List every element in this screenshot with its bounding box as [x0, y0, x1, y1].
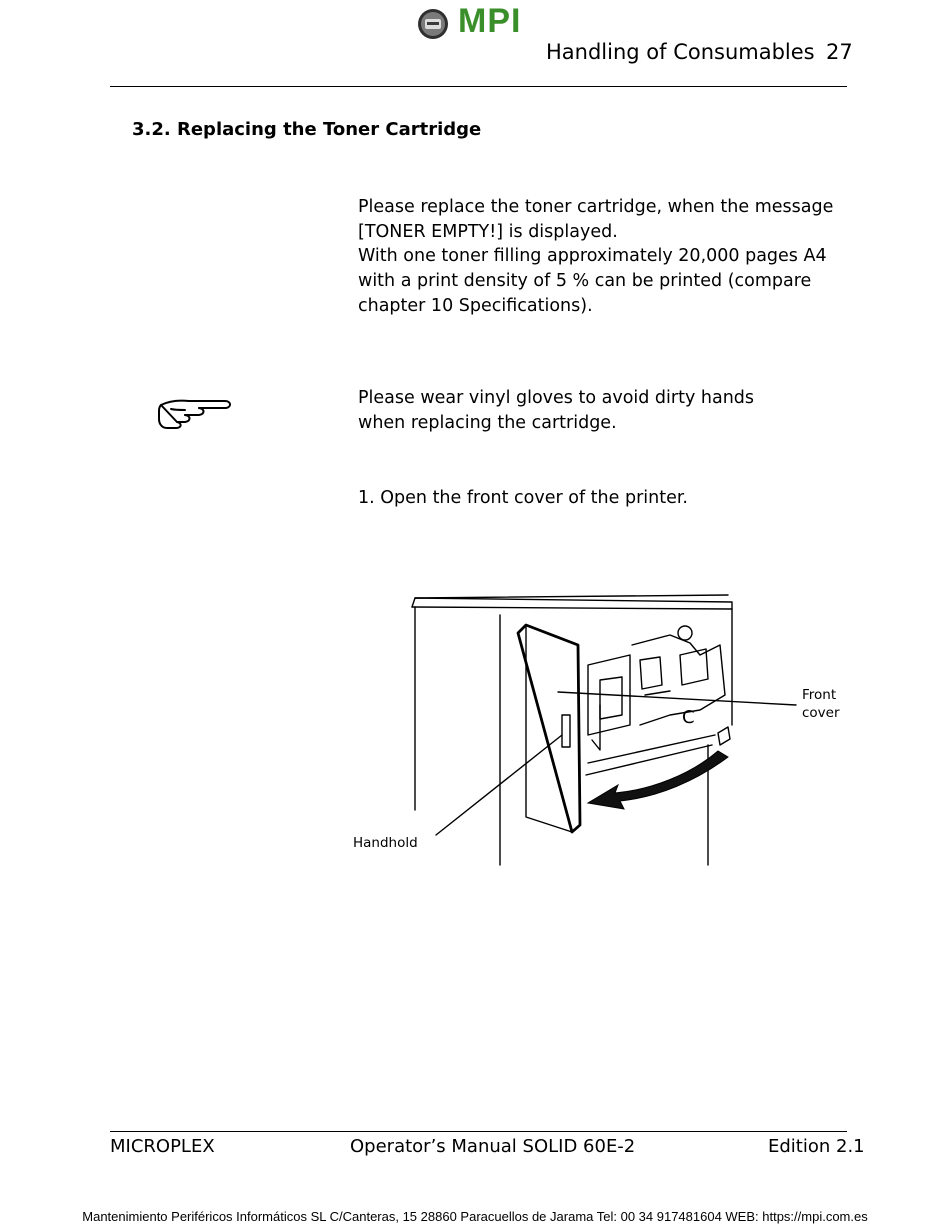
footer-rule: [110, 1131, 847, 1132]
pointing-hand-icon: [155, 395, 233, 431]
footer-edition: Edition 2.1: [768, 1136, 865, 1157]
footer-company: MICROPLEX: [110, 1136, 215, 1157]
header-title: Handling of Consumables: [546, 40, 815, 64]
paragraph-toner-message: Please replace the toner cartridge, when the message [TONER EMPTY!] is displayed.: [358, 197, 834, 242]
label-handhold: Handhold: [353, 835, 418, 851]
cover-letter: C: [682, 707, 695, 728]
footer-contact-note: Mantenimiento Periféricos Informáticos SL C/Canteras, 15 28860 Paracuellos de Jarama Tel: 00 34 917481604 WEB: https://mpi.com.es: [82, 1209, 868, 1224]
page-number: 27: [826, 40, 853, 64]
header-rule: [110, 86, 847, 87]
logo-text: MPI: [458, 2, 522, 40]
printer-front-cover-illustration: [340, 585, 850, 875]
section-title: 3.2. Replacing the Toner Cartridge: [132, 119, 482, 140]
paragraph-toner-capacity: With one toner filling approximately 20,000 pages A4 with a print density of 5 % can be printed (compare chapter 10 Specifications).: [358, 246, 827, 316]
footer-manual-title: Operator’s Manual SOLID 60E-2: [350, 1136, 636, 1157]
label-front-cover: Front cover: [802, 687, 840, 721]
step-1: 1. Open the front cover of the printer.: [358, 488, 688, 508]
gloves-note: Please wear vinyl gloves to avoid dirty hands when replacing the cartridge.: [358, 388, 755, 433]
